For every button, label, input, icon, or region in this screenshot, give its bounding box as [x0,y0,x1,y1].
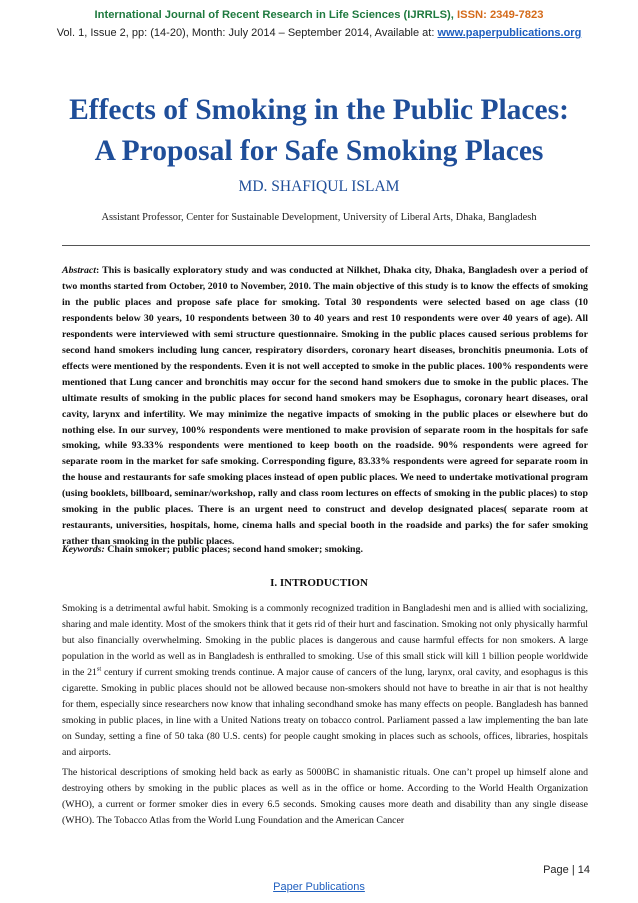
journal-website-link[interactable]: www.paperpublications.org [437,27,582,39]
keywords [62,544,588,555]
intro-p1-superscript: st [96,665,102,673]
abstract-text: : This is basically exploratory study and was conducted at Nilkhet, Dhaka city, Dhaka, Bangladesh over a period of two months started from October, 2010 to November, 2010. The main objective of this study is to know the effects of smoking in the public places and propose safe place for smoking. Total 30 respondents were selected based on age class (10 respondents below 30 years, 10 respondents between 30 to 40 years and rest 10 respondents were over 40 years of age). All respondents were interviewed with semi structure questionnaire. Smoking in the public places caused serious problems for second hand smokers including lung cancer, respiratory disorders, coronary heart diseases, bronchitis pneumonia. Lots of effects were mentioned by the respondents. Even it is not well accepted to smoke in the public places. 100% respondents were mentioned that Lung cancer and bronchitis may occur for the second hand smokers due to smoke in the public places. The ultimate results of smoking in the public places for second hand smokers may be Esophagus, coronary heart diseases, oral cavity, larynx and infertility. We may minimize the negative impacts of smoking in the public places or elsewhere but do nothing else. In our survey, 100% respondents were mentioned to make provision of separate room in the hospitals for safe smoking, while 93.33% respondents were mentioned to keep booth on the roadside. 90% respondents were agreed for separate room in the market for safe smoking. Corresponding figure, 83.33% respondents were agreed for separate room in the house and restaurants for safe smoking places instead of open public places. We need to undertake motivational program (using booklets, billboard, seminar/workshop, rally and class room lectures on effects of smoking in the public places) to stop smoking in the public places. There is an urgent need to construct and develop designated places( separate room at restaurants, universities, hospitals, home, cinema halls and special booth in the roadside and parks) the for safer smoking rather than smoking in the public places. [62,265,588,548]
intro-p1-text-b: century if current smoking trends continue. A major cause of cancers of the lung, larynx, oral cavity, and esophagus is this cigarette. Smoking in public places should not be allowed because non-smokers should not have to breathe in air that is not healthy for them, especially since researchers now know that inhaling secondhand smoke has many effects on people. Bangladesh has banned smoking in public places, in line with a United Nations treaty on tobacco control. Parliament passed a law implementing the ban late on Sunday, setting a fine of 50 taka (80 U.S. cents) for people caught smoking in places such as schools, offices, libraries, hospitals and airports. [62,666,588,758]
paper-title-line-1: Effects of Smoking in the Public Places: [69,94,569,126]
abstract [62,263,588,550]
journal-volume-line [0,27,638,39]
journal-issn: ISSN: 2349-7823 [457,9,544,21]
page-number: Page | 14 [543,864,590,876]
intro-paragraph-2: The historical descriptions of smoking held back as early as 5000BC in shamanistic rituals. One can’t propel up himself alone and destroying others by smoking in the public places as well as in the office or home. According to the World Health Organization (WHO), a current or former smoker dies in every 6.5 seconds. Smoking causes more death and disability than any single disease (WHO). The Tobacco Atlas from the World Lung Foundation and the American Cancer [62,767,588,826]
publisher-footer-link[interactable]: Paper Publications [273,881,365,893]
journal-name: International Journal of Recent Research in Life Sciences (IJRRLS), [94,9,454,21]
keywords-text: Chain smoker; public places; second hand smoker; smoking. [104,544,363,555]
keywords-label: Keywords: [62,544,105,555]
header-divider [62,245,590,246]
author-affiliation: Assistant Professor, Center for Sustainable Development, University of Liberal Arts, Dhaka, Bangladesh [101,212,537,223]
volume-info: Vol. 1, Issue 2, pp: (14-20), Month: July 2014 – September 2014, Available at: [56,27,435,39]
journal-header [0,9,638,21]
intro-paragraph-1 [62,601,588,761]
intro-p1-text-a: Smoking is a detrimental awful habit. Smoking is a commonly recognized tradition in Bangladeshi men and is allied with socializing, sharing and male identity. Most of the smokers think that it gets rid of their hurt and fascination. Smoking not only physically harmful but also financially overwhelming. Smoking in the public places is dangerous and cause harmful effects for non smokers. A large population in the world as well as in Bangladesh is enthralled to smoking. Use of this small stick will kill 1 billion people worldwide in the 21 [62,603,588,678]
author-name: MD. SHAFIQUL ISLAM [238,178,400,195]
section-heading-introduction: I. INTRODUCTION [270,577,368,589]
paper-title-line-2: A Proposal for Safe Smoking Places [94,135,544,167]
abstract-label: Abstract [62,265,97,276]
